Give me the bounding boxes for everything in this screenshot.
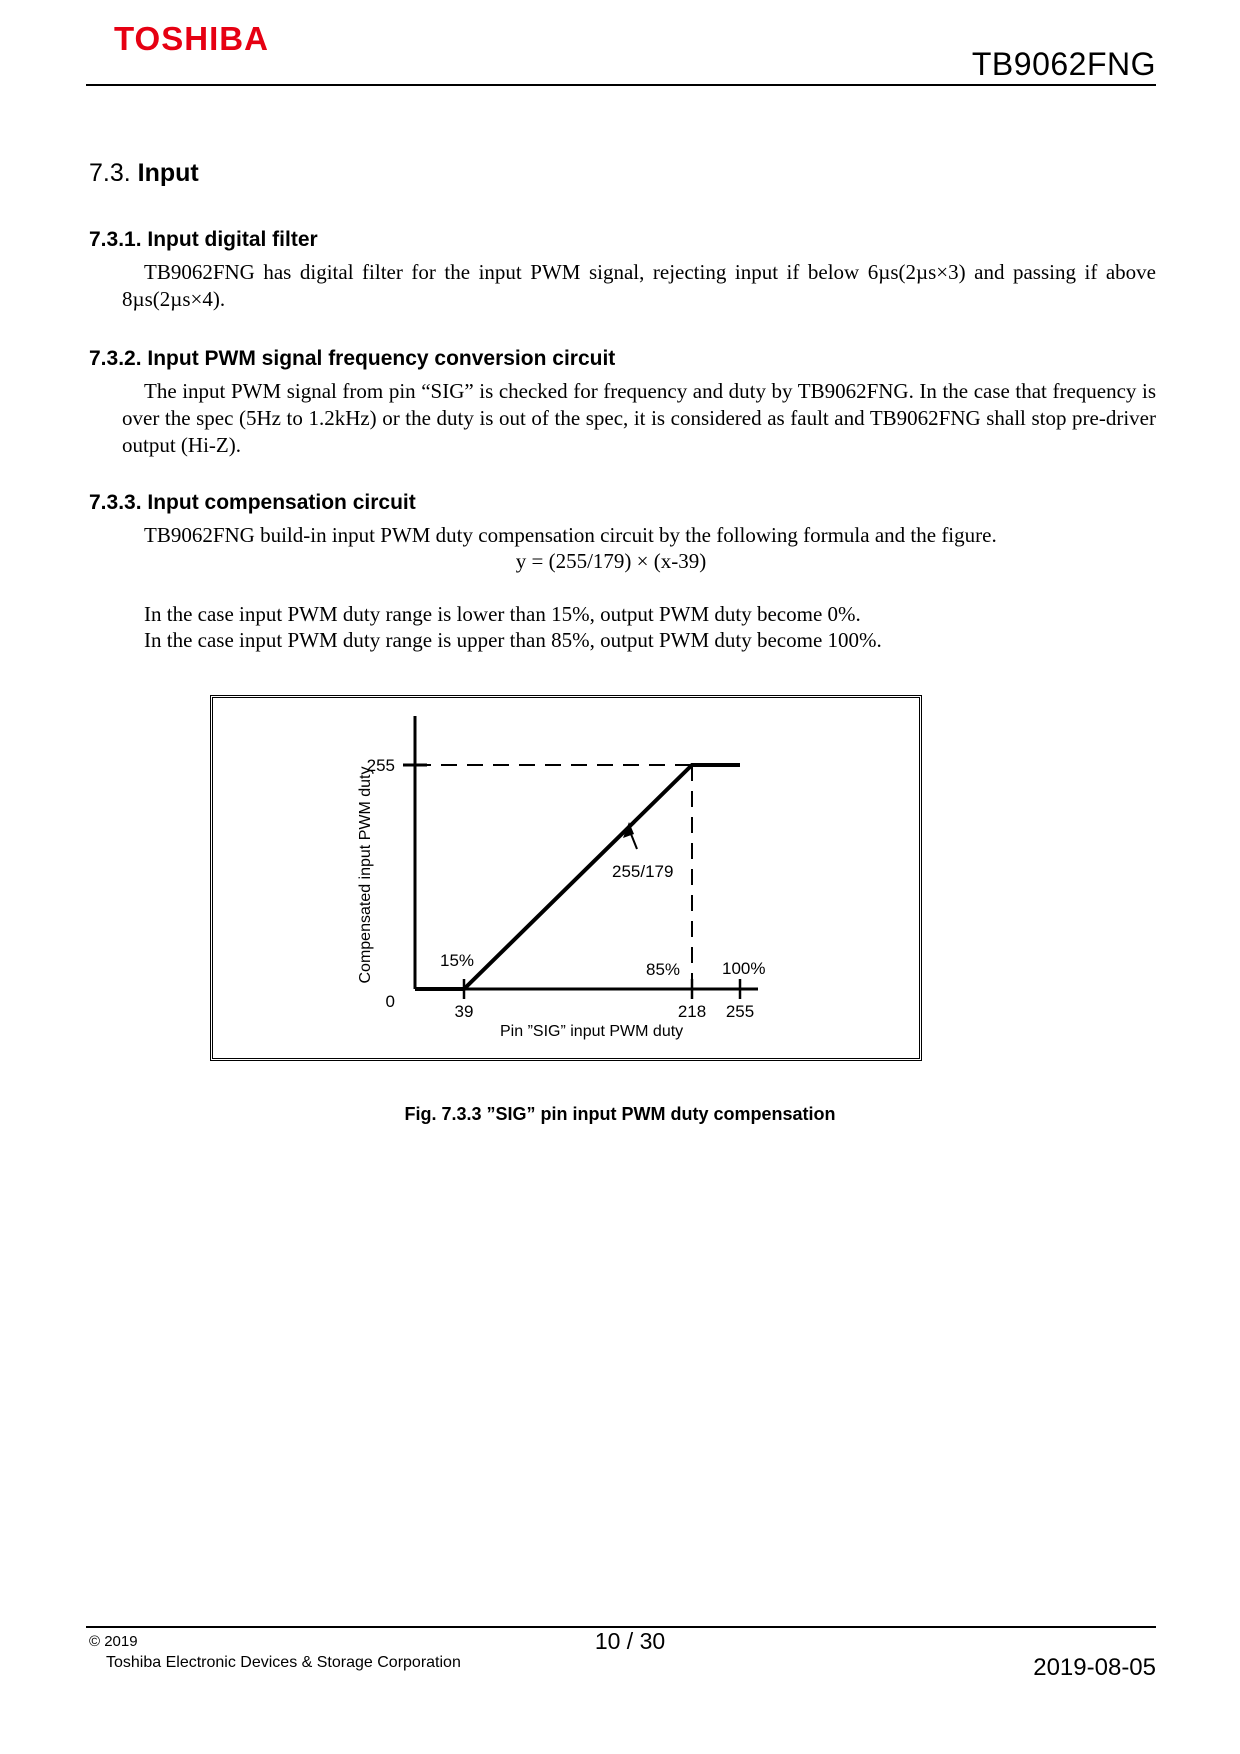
company-name: Toshiba Electronic Devices & Storage Corporation (106, 1654, 461, 1671)
section-number: 7.3. (89, 159, 131, 187)
y-tick-label-255: 255 (366, 756, 395, 775)
x-tick-label-255: 255 (725, 1002, 755, 1021)
page-number: 10 / 30 (594, 1628, 666, 1654)
copyright: © 2019 (89, 1633, 138, 1650)
part-number: TB9062FNG (971, 46, 1156, 82)
x-axis-title: Pin ”SIG” input PWM duty (500, 1023, 684, 1040)
note-lower-limit: In the case input PWM duty range is lower than 15%, output PWM duty become 0%. (144, 602, 861, 626)
paragraph-frequency-conversion: The input PWM signal from pin “SIG” is checked for frequency and duty by TB9062FNG. In the case that frequency is over the spec (5Hz to 1.2kHz) or the duty is out of the spec, it is considered as fault and TB9062FNG shall stop pre-driver output (Hi-Z). (122, 379, 1156, 457)
origin-label: 0 (385, 992, 395, 1011)
compensation-formula: y = (255/179) × (x-39) (515, 549, 707, 573)
x-tick-label-39: 39 (454, 1002, 474, 1021)
y-axis-title: Compensated input PWM duty (357, 766, 374, 984)
paragraph-compensation: TB9062FNG build-in input PWM duty compensation circuit by the following formula and the figure. (144, 523, 997, 547)
figure-caption: Fig. 7.3.3 ”SIG” pin input PWM duty compensation (404, 1104, 836, 1124)
toshiba-logo: TOSHIBA (114, 20, 269, 57)
document-date: 2019-08-05 (1033, 1654, 1156, 1681)
note-upper-limit: In the case input PWM duty range is upper than 85%, output PWM duty become 100%. (144, 628, 882, 652)
paragraph-digital-filter: TB9062FNG has digital filter for the input PWM signal, rejecting input if below 6µs(2µs×3) and passing if above 8µs(2µs×4). (122, 260, 1156, 311)
subsection-heading-input-digital-filter: 7.3.1. Input digital filter (89, 228, 318, 251)
x-tick-label-218: 218 (677, 1002, 707, 1021)
subsection-heading-frequency-conversion: 7.3.2. Input PWM signal frequency conversion circuit (89, 347, 616, 370)
slope-label: 255/179 (612, 862, 674, 881)
label-100-percent: 100% (722, 959, 766, 978)
label-15-percent: 15% (440, 951, 475, 970)
label-85-percent: 85% (646, 960, 681, 979)
subsection-heading-compensation: 7.3.3. Input compensation circuit (89, 491, 416, 514)
section-title: Input (137, 159, 199, 187)
